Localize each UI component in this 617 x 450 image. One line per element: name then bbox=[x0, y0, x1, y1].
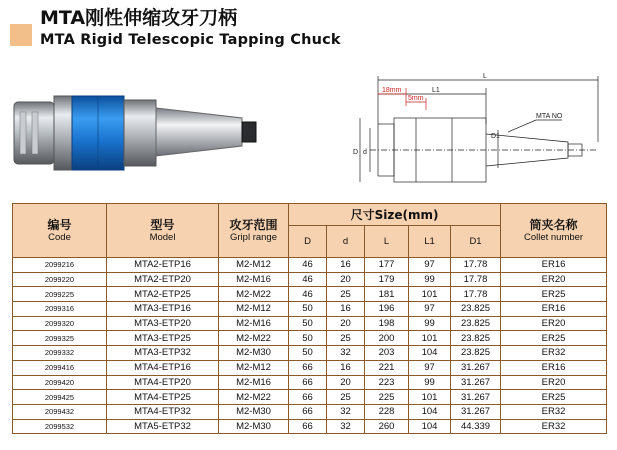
cell-code: 2099425 bbox=[13, 390, 107, 405]
cell-l1: 104 bbox=[409, 419, 451, 434]
cell-l: 225 bbox=[365, 390, 409, 405]
table-row bbox=[13, 272, 607, 287]
cell-d1: 23.825 bbox=[451, 331, 501, 346]
chuck-body bbox=[54, 96, 72, 170]
cell-model: MTA4-ETP25 bbox=[107, 390, 219, 405]
cell-collet: ER32 bbox=[501, 419, 607, 434]
cell-d-inner: 32 bbox=[327, 346, 365, 361]
cell-code: 2099216 bbox=[13, 258, 107, 273]
cell-model: MTA3-ETP20 bbox=[107, 316, 219, 331]
cell-collet: ER25 bbox=[501, 287, 607, 302]
header-sub-l: L bbox=[365, 226, 409, 258]
cell-l: 181 bbox=[365, 287, 409, 302]
cell-grip-range: M2-M22 bbox=[219, 287, 289, 302]
header-model-en: Model bbox=[149, 231, 176, 243]
table-row bbox=[13, 287, 607, 302]
cell-l: 179 bbox=[365, 272, 409, 287]
spec-table-wrapper bbox=[12, 203, 606, 434]
table-row bbox=[13, 404, 607, 419]
cell-d-inner: 16 bbox=[327, 302, 365, 317]
table-row bbox=[13, 316, 607, 331]
cell-d-outer: 66 bbox=[289, 390, 327, 405]
cell-d-inner: 25 bbox=[327, 390, 365, 405]
cell-grip-range: M2-M12 bbox=[219, 258, 289, 273]
title-chinese: MTA刚性伸缩攻牙刀柄 bbox=[40, 7, 238, 29]
cell-collet: ER20 bbox=[501, 375, 607, 390]
header-code-en: Code bbox=[48, 231, 71, 243]
cell-l1: 101 bbox=[409, 331, 451, 346]
cell-d-inner: 16 bbox=[327, 258, 365, 273]
cell-grip-range: M2-M22 bbox=[219, 331, 289, 346]
cell-collet: ER32 bbox=[501, 346, 607, 361]
header-sub-l1: L1 bbox=[409, 226, 451, 258]
cell-model: MTA3-ETP32 bbox=[107, 346, 219, 361]
cell-collet: ER16 bbox=[501, 360, 607, 375]
cell-l: 221 bbox=[365, 360, 409, 375]
spec-table-body bbox=[13, 258, 607, 434]
cell-code: 2099432 bbox=[13, 404, 107, 419]
dim-5-label: 5mm bbox=[408, 95, 424, 102]
cell-model: MTA3-ETP16 bbox=[107, 302, 219, 317]
cell-collet: ER16 bbox=[501, 302, 607, 317]
cell-l: 196 bbox=[365, 302, 409, 317]
table-row bbox=[13, 331, 607, 346]
cell-l1: 99 bbox=[409, 316, 451, 331]
cell-code: 2099225 bbox=[13, 287, 107, 302]
dim-d-lower-label: d bbox=[363, 149, 367, 156]
shank-tang bbox=[242, 122, 256, 142]
spec-table bbox=[12, 203, 607, 434]
cell-d-outer: 50 bbox=[289, 331, 327, 346]
cell-grip-range: M2-M16 bbox=[219, 375, 289, 390]
title-text bbox=[40, 6, 341, 50]
cell-d1: 31.267 bbox=[451, 375, 501, 390]
cell-d1: 44.339 bbox=[451, 419, 501, 434]
cell-d-inner: 20 bbox=[327, 316, 365, 331]
table-row bbox=[13, 258, 607, 273]
cell-l: 177 bbox=[365, 258, 409, 273]
dim-d-upper-label: D bbox=[353, 149, 359, 156]
cell-l: 200 bbox=[365, 331, 409, 346]
header-model bbox=[107, 204, 219, 258]
cell-model: MTA5-ETP32 bbox=[107, 419, 219, 434]
cell-d-outer: 46 bbox=[289, 272, 327, 287]
header-sub-d1: D1 bbox=[451, 226, 501, 258]
cell-code: 2099220 bbox=[13, 272, 107, 287]
header-sub-d-outer: D bbox=[289, 226, 327, 258]
cell-grip-range: M2-M16 bbox=[219, 316, 289, 331]
cell-collet: ER25 bbox=[501, 390, 607, 405]
cell-model: MTA4-ETP20 bbox=[107, 375, 219, 390]
cell-model: MTA4-ETP32 bbox=[107, 404, 219, 419]
cell-model: MTA2-ETP20 bbox=[107, 272, 219, 287]
technical-drawing bbox=[348, 72, 610, 192]
table-row bbox=[13, 302, 607, 317]
header-grip bbox=[219, 204, 289, 258]
cell-l1: 99 bbox=[409, 375, 451, 390]
header-collet bbox=[501, 204, 607, 258]
cell-d-outer: 66 bbox=[289, 375, 327, 390]
cell-d1: 23.825 bbox=[451, 316, 501, 331]
cell-d1: 23.825 bbox=[451, 346, 501, 361]
table-row bbox=[13, 360, 607, 375]
cell-l1: 104 bbox=[409, 404, 451, 419]
cell-d-inner: 32 bbox=[327, 404, 365, 419]
cell-l1: 99 bbox=[409, 272, 451, 287]
cell-model: MTA3-ETP25 bbox=[107, 331, 219, 346]
title-english: MTA Rigid Telescopic Tapping Chuck bbox=[40, 32, 341, 48]
cell-l1: 101 bbox=[409, 287, 451, 302]
cell-d1: 17.78 bbox=[451, 287, 501, 302]
header-collet-en: Collet number bbox=[523, 231, 584, 243]
header-collet-cn: 筒夹名称 bbox=[529, 217, 578, 232]
dim-18-label: 18mm bbox=[382, 87, 402, 94]
cell-collet: ER20 bbox=[501, 316, 607, 331]
cell-code: 2099420 bbox=[13, 375, 107, 390]
cell-d1: 17.78 bbox=[451, 272, 501, 287]
table-row bbox=[13, 390, 607, 405]
cell-d-outer: 50 bbox=[289, 316, 327, 331]
cell-model: MTA2-ETP16 bbox=[107, 258, 219, 273]
header-size: 尺寸Size(mm) bbox=[289, 204, 501, 226]
cell-code: 2099416 bbox=[13, 360, 107, 375]
cell-collet: ER20 bbox=[501, 272, 607, 287]
cell-d-outer: 66 bbox=[289, 404, 327, 419]
cell-code: 2099332 bbox=[13, 346, 107, 361]
cell-d-outer: 46 bbox=[289, 258, 327, 273]
cell-d-outer: 50 bbox=[289, 302, 327, 317]
cell-d-outer: 66 bbox=[289, 360, 327, 375]
cell-d1: 17.78 bbox=[451, 258, 501, 273]
cell-l1: 101 bbox=[409, 390, 451, 405]
cell-d1: 31.267 bbox=[451, 404, 501, 419]
header-sub-d-inner: d bbox=[327, 226, 365, 258]
cell-d-inner: 25 bbox=[327, 287, 365, 302]
cell-d-outer: 46 bbox=[289, 287, 327, 302]
cell-l: 198 bbox=[365, 316, 409, 331]
cell-grip-range: M2-M30 bbox=[219, 404, 289, 419]
cell-model: MTA2-ETP25 bbox=[107, 287, 219, 302]
cell-code: 2099320 bbox=[13, 316, 107, 331]
cell-d-inner: 20 bbox=[327, 272, 365, 287]
dim-l1-label: L1 bbox=[432, 87, 440, 94]
cell-d-inner: 16 bbox=[327, 360, 365, 375]
cell-d-inner: 32 bbox=[327, 419, 365, 434]
cell-d-outer: 66 bbox=[289, 419, 327, 434]
dim-d1-label: D1 bbox=[491, 133, 500, 140]
cell-d-inner: 20 bbox=[327, 375, 365, 390]
cell-d1: 23.825 bbox=[451, 302, 501, 317]
cell-l1: 97 bbox=[409, 360, 451, 375]
header-code bbox=[13, 204, 107, 258]
cell-d1: 31.267 bbox=[451, 360, 501, 375]
cell-l: 203 bbox=[365, 346, 409, 361]
cell-l1: 97 bbox=[409, 302, 451, 317]
cell-l1: 104 bbox=[409, 346, 451, 361]
cell-collet: ER25 bbox=[501, 331, 607, 346]
cell-collet: ER16 bbox=[501, 258, 607, 273]
cell-d-inner: 25 bbox=[327, 331, 365, 346]
cell-grip-range: M2-M22 bbox=[219, 390, 289, 405]
header-code-cn: 编号 bbox=[47, 217, 72, 232]
product-photo bbox=[12, 80, 262, 185]
header-grip-en: Gripl range bbox=[230, 231, 277, 243]
table-row bbox=[13, 375, 607, 390]
cell-grip-range: M2-M12 bbox=[219, 302, 289, 317]
cell-grip-range: M2-M16 bbox=[219, 272, 289, 287]
taper-label: MTA NO bbox=[536, 113, 563, 120]
cell-l1: 97 bbox=[409, 258, 451, 273]
cell-l: 260 bbox=[365, 419, 409, 434]
cell-collet: ER32 bbox=[501, 404, 607, 419]
header-model-cn: 型号 bbox=[150, 217, 175, 232]
cell-d-outer: 50 bbox=[289, 346, 327, 361]
table-row bbox=[13, 346, 607, 361]
cell-d1: 31.267 bbox=[451, 390, 501, 405]
taper-shank bbox=[156, 108, 242, 156]
cell-code: 2099316 bbox=[13, 302, 107, 317]
cell-l: 223 bbox=[365, 375, 409, 390]
cell-model: MTA4-ETP16 bbox=[107, 360, 219, 375]
dim-l-label: L bbox=[483, 73, 487, 80]
cell-grip-range: M2-M30 bbox=[219, 419, 289, 434]
table-row bbox=[13, 419, 607, 434]
cell-grip-range: M2-M30 bbox=[219, 346, 289, 361]
cell-code: 2099532 bbox=[13, 419, 107, 434]
cell-l: 228 bbox=[365, 404, 409, 419]
cell-grip-range: M2-M12 bbox=[219, 360, 289, 375]
cell-code: 2099325 bbox=[13, 331, 107, 346]
title-block bbox=[10, 6, 341, 50]
title-accent-square bbox=[10, 24, 32, 46]
header-grip-cn: 攻牙范围 bbox=[229, 217, 278, 232]
